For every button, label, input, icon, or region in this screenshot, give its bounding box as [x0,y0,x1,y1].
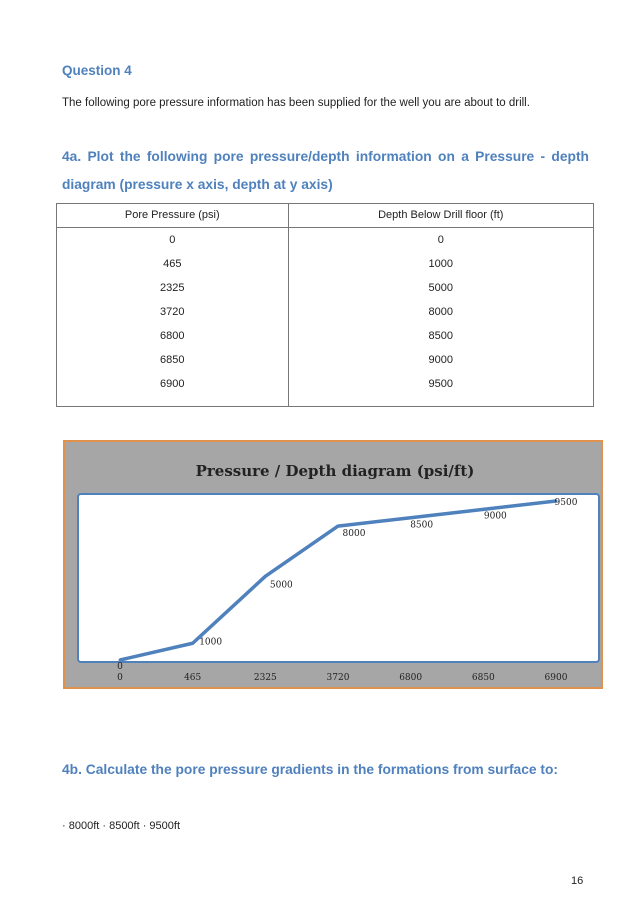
depth-column [288,228,593,407]
depth-value: 8000 [428,306,454,318]
x-tick-label: 6800 [399,673,423,683]
pressure-value: 6900 [160,378,185,390]
x-tick-label: 0 [117,673,123,683]
x-tick-label: 6850 [471,673,495,683]
depth-value: 9000 [428,354,454,366]
depth-value: 1000 [428,258,454,270]
data-label: 8000 [342,529,366,540]
data-point [337,525,340,528]
depth-value: 5000 [428,282,454,294]
depth-targets: · 8000ft · 8500ft · 9500ft [62,820,181,832]
pressure-column [57,228,289,407]
chart-title: Pressure / Depth diagram (psi/ft) [195,462,475,480]
data-point [264,575,267,578]
pressure-value: 6850 [160,354,185,366]
x-tick-label: 6900 [544,673,568,683]
page-number: 16 [571,875,584,887]
x-tick-label: 465 [184,673,202,683]
depth-value: 9500 [428,378,454,390]
chart-frame [63,440,603,689]
data-label: 9000 [483,511,507,522]
plot-area [78,494,599,662]
pressure-value: 0 [169,234,176,246]
data-label: 8500 [410,520,434,531]
part-b-heading: 4b. Calculate the pore pressure gradients in the formations from surface to: [62,762,559,777]
depth-value: 8500 [428,330,454,342]
data-point [191,642,194,645]
depth-value: 0 [437,234,444,246]
pressure-depth-table [56,203,594,407]
part-a-heading: 4a. Plot the following pore pressure/depth information on a Pressure - depth diagram (pressure x axis, depth at y axis) [62,149,589,192]
data-label: 5000 [269,580,293,591]
data-label: 0 [117,662,123,672]
question-title: Question 4 [62,63,132,78]
question-intro: The following pore pressure information has been supplied for the well you are about to drill. [62,97,530,109]
pressure-value: 465 [163,258,182,270]
data-label: 9500 [554,498,578,508]
data-label: 1000 [199,637,223,648]
x-tick-label: 3720 [326,673,350,683]
data-point [409,516,412,519]
x-tick-label: 2325 [253,673,277,683]
pressure-value: 2325 [160,282,185,294]
pressure-value: 6800 [160,330,185,342]
col-header-depth: Depth Below Drill floor (ft) [288,204,593,228]
table-row [57,228,594,407]
pressure-depth-chart [65,442,601,687]
table-header-row [57,204,594,228]
pressure-value: 3720 [160,306,185,318]
col-header-pressure: Pore Pressure (psi) [57,204,289,228]
